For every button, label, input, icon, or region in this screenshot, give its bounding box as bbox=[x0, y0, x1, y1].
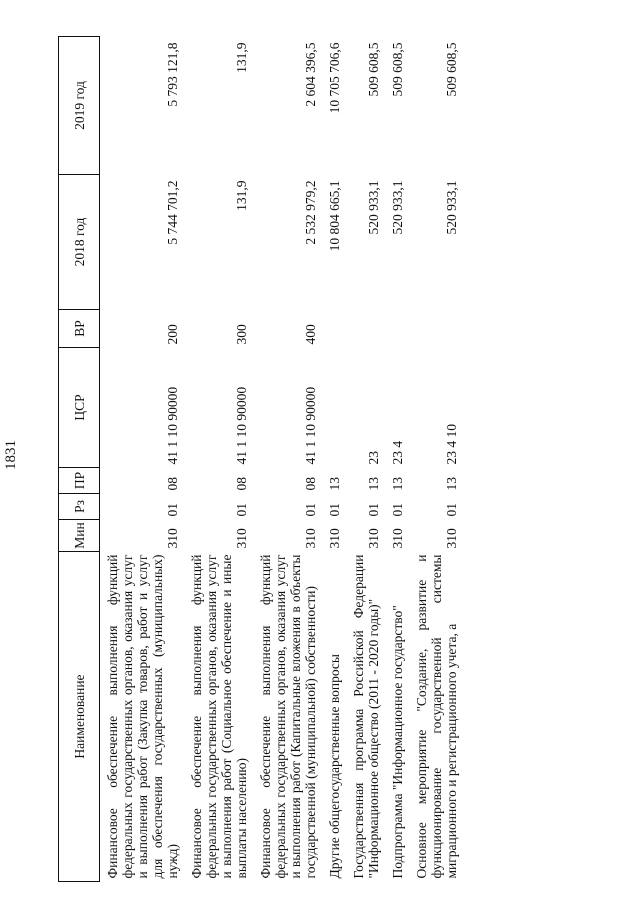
row-vr bbox=[346, 310, 385, 348]
header-min: Мин bbox=[59, 520, 100, 552]
header-rz: Рз bbox=[59, 494, 100, 520]
row-pr: 13 bbox=[390, 477, 405, 491]
header-pr: ПР bbox=[59, 468, 100, 494]
table-row bbox=[409, 37, 463, 882]
row-2018: 5 744 701,2 bbox=[165, 180, 180, 245]
row-min: 310 bbox=[444, 528, 459, 549]
row-name: Финансовое обеспечение выполнения функций федеральных государственных органов, оказания услуг и выполнения работ (Закупка товаров, работ и услуг для обеспечения государственных (муниципальных) нужд) bbox=[105, 554, 180, 879]
row-pr: 08 bbox=[303, 477, 318, 491]
row-rz: 01 bbox=[444, 503, 459, 517]
row-name: Другие общегосударственные вопросы bbox=[327, 654, 342, 879]
budget-table bbox=[58, 36, 463, 882]
row-2019: 509 608,5 bbox=[390, 42, 405, 97]
row-vr: 200 bbox=[165, 324, 180, 345]
row-rz: 01 bbox=[234, 503, 249, 517]
header-csr: ЦСР bbox=[59, 348, 100, 468]
row-min: 310 bbox=[390, 528, 405, 549]
row-vr bbox=[409, 310, 463, 348]
row-csr: 23 4 10 bbox=[444, 424, 459, 465]
row-2018: 2 532 979,2 bbox=[303, 180, 318, 245]
row-2019: 10 705 706,6 bbox=[327, 42, 342, 114]
row-vr: 400 bbox=[303, 324, 318, 345]
row-pr: 13 bbox=[327, 477, 342, 491]
table-row bbox=[184, 37, 253, 882]
header-name: Наименование bbox=[59, 552, 100, 882]
page-number: 1831 bbox=[3, 440, 19, 470]
row-2019: 509 608,5 bbox=[366, 42, 381, 97]
row-2019: 2 604 396,5 bbox=[303, 42, 318, 107]
row-pr: 13 bbox=[366, 477, 381, 491]
row-2018: 131,9 bbox=[234, 180, 249, 211]
row-2018: 10 804 665,1 bbox=[327, 180, 342, 252]
table-header-row bbox=[59, 37, 100, 882]
row-rz: 01 bbox=[366, 503, 381, 517]
row-csr: 23 bbox=[366, 451, 381, 465]
table-row bbox=[253, 37, 322, 882]
row-2019: 5 793 121,8 bbox=[165, 42, 180, 107]
row-name: Подпрограмма "Информационное государство" bbox=[390, 605, 405, 879]
row-pr: 08 bbox=[165, 477, 180, 491]
row-name: Финансовое обеспечение выполнения функций федеральных государственных органов, оказания услуг и выполнения работ (Капитальные вложения в объекты государственной (муниципальной) собственности) bbox=[258, 554, 318, 879]
row-2019: 131,9 bbox=[234, 42, 249, 73]
row-rz: 01 bbox=[165, 503, 180, 517]
table-row bbox=[100, 37, 185, 882]
header-vr: ВР bbox=[59, 310, 100, 348]
row-csr bbox=[322, 348, 346, 468]
row-vr bbox=[385, 310, 409, 348]
row-pr: 08 bbox=[234, 477, 249, 491]
row-name: Государственная программа Российской Федерации "Информационное общество (2011 - 2020 годы)" bbox=[351, 554, 381, 879]
row-2018: 520 933,1 bbox=[366, 180, 381, 235]
table-row bbox=[346, 37, 385, 882]
table-row bbox=[385, 37, 409, 882]
header-2018: 2018 год bbox=[59, 175, 100, 310]
row-vr: 300 bbox=[234, 324, 249, 345]
row-min: 310 bbox=[327, 528, 342, 549]
row-csr: 41 1 10 90000 bbox=[165, 386, 180, 465]
row-min: 310 bbox=[165, 528, 180, 549]
row-2018: 520 933,1 bbox=[444, 180, 459, 235]
row-2018: 520 933,1 bbox=[390, 180, 405, 235]
row-rz: 01 bbox=[327, 503, 342, 517]
row-vr bbox=[322, 310, 346, 348]
row-pr: 13 bbox=[444, 477, 459, 491]
row-min: 310 bbox=[303, 528, 318, 549]
row-rz: 01 bbox=[390, 503, 405, 517]
row-min: 310 bbox=[366, 528, 381, 549]
row-csr: 41 1 10 90000 bbox=[303, 386, 318, 465]
row-csr: 23 4 bbox=[390, 440, 405, 465]
row-name: Финансовое обеспечение выполнения функций федеральных государственных органов, оказания услуг и выполнения работ (Социальное обеспечение и иные выплаты населению) bbox=[189, 554, 249, 879]
row-csr: 41 1 10 90000 bbox=[234, 386, 249, 465]
table-row bbox=[322, 37, 346, 882]
row-name: Основное мероприятие "Создание, развитие и функционирование государственной системы миграционного и регистрационного учета, а bbox=[414, 554, 459, 879]
row-rz: 01 bbox=[303, 503, 318, 517]
row-min: 310 bbox=[234, 528, 249, 549]
row-2019: 509 608,5 bbox=[444, 42, 459, 97]
header-2019: 2019 год bbox=[59, 37, 100, 175]
